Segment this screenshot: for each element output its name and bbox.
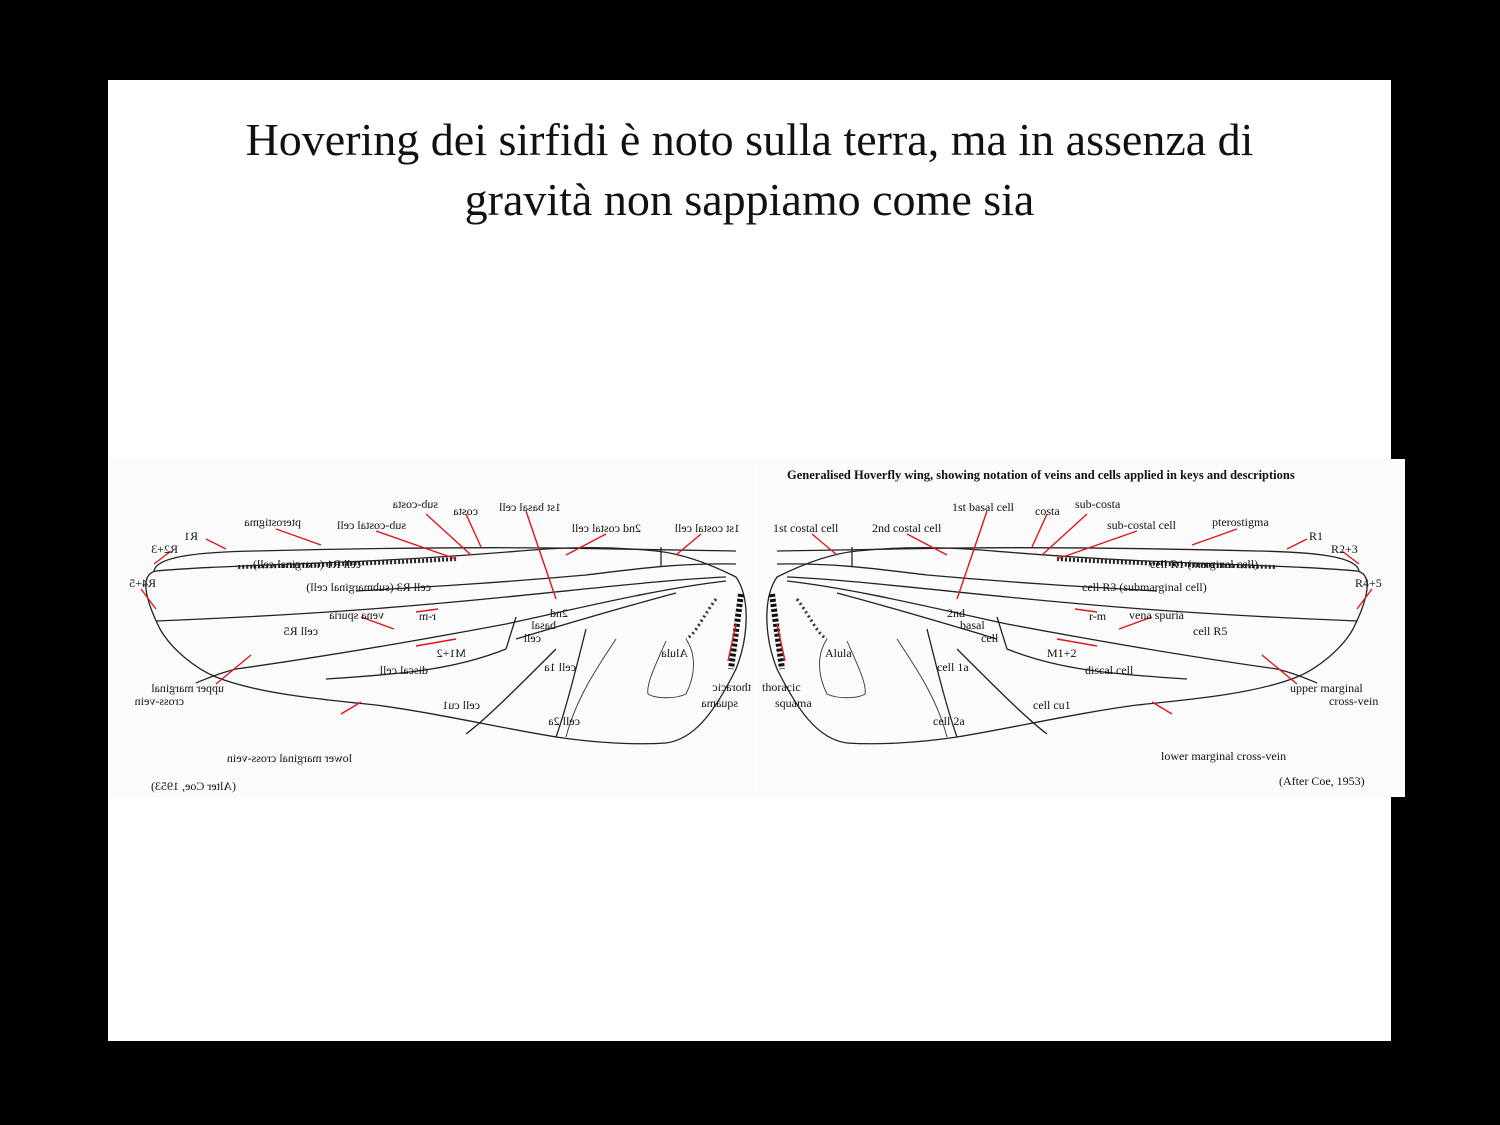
label-alula: Alula [825, 646, 852, 660]
label-credit-mirrored: (Alter Coe, 1953) [151, 779, 236, 793]
label-cell-2a: cell 2a [933, 714, 965, 728]
label-upper-marginal: upper marginal [1290, 681, 1363, 695]
label-cell-r3: cell R3 (submarginal cell) [306, 580, 431, 594]
label-discal-cell: discal cell [1085, 663, 1134, 677]
label-second: 2nd [550, 606, 568, 620]
label-basal: basal [531, 618, 556, 632]
label-cell-r1: cell R1 (marginal cell) [1150, 557, 1259, 571]
label-sub-costal-cell: sub-costal cell [1107, 518, 1176, 532]
figure-title: Generalised Hoverfly wing, showing notation of veins and cells applied in keys and descriptions [787, 468, 1295, 482]
label-second-costal-cell: 2nd costal cell [571, 521, 641, 535]
label-thoracic: thoracic [712, 680, 751, 694]
slide-title-line-1: Hovering dei sirfidi è noto sulla terra, ma in assenza di [245, 114, 1254, 165]
label-lower-marginal: lower marginal cross-vein [226, 751, 352, 765]
label-r-m: r-m [418, 609, 436, 623]
label-cell: cell [523, 631, 541, 645]
label-r1: R1 [1309, 529, 1324, 543]
wing-diagram-svg [757, 459, 1405, 797]
thoracic-squama-hatching [772, 594, 827, 669]
label-cell-cu1: cell cu1 [442, 698, 480, 712]
label-discal-cell: discal cell [379, 663, 428, 677]
label-r4-5: R4+5 [129, 576, 156, 590]
label-second-costal-cell: 2nd costal cell [872, 521, 942, 535]
label-vena-spuria: vena spuria [329, 608, 384, 622]
label-r2-3: R2+3 [1331, 542, 1358, 556]
label-cell-1a: cell 1a [544, 660, 576, 674]
label-first-costal-cell: 1st costal cell [674, 521, 740, 535]
label-squama: squama [701, 696, 738, 710]
label-second: 2nd [947, 606, 965, 620]
wing-diagram-mirrored [108, 459, 756, 797]
label-upper-marginal: upper marginal [151, 681, 224, 695]
leader-lines [141, 511, 736, 714]
labels [762, 497, 1382, 788]
label-sub-costa: sub-costa [392, 497, 438, 511]
label-thoracic: thoracic [762, 680, 801, 694]
thoracic-squama-hatching [686, 594, 741, 669]
label-vena-spuria: vena spuria [1129, 608, 1184, 622]
slide-title [108, 110, 1391, 230]
label-costa: costa [1035, 504, 1060, 518]
label-costa: costa [453, 504, 478, 518]
label-alula: Alula [661, 646, 688, 660]
label-r2-3: R2+3 [151, 542, 178, 556]
label-m1-2: M1+2 [436, 646, 466, 660]
wing-diagram-mirrored-svg [108, 459, 756, 797]
label-cell-r1: cell R1 (marginal cell) [252, 557, 361, 571]
label-cell-2a: cell 2a [548, 714, 580, 728]
mirrored-labels [129, 497, 751, 793]
label-credit: (After Coe, 1953) [1279, 774, 1365, 788]
leader-lines [777, 511, 1372, 714]
label-cross-vein: cross-vein [134, 694, 184, 708]
label-first-costal-cell: 1st costal cell [773, 521, 839, 535]
label-pterostigma: pterostigma [244, 515, 301, 529]
wing-diagram [757, 459, 1405, 797]
label-r1: R1 [183, 529, 198, 543]
label-cross-vein: cross-vein [1329, 694, 1379, 708]
label-m1-2: M1+2 [1047, 646, 1077, 660]
label-first-basal-cell: 1st basal cell [499, 500, 561, 514]
slide-title-line-2: gravità non sappiamo come sia [464, 174, 1035, 225]
label-cell: cell [981, 631, 999, 645]
label-squama: squama [775, 696, 812, 710]
label-sub-costa: sub-costa [1075, 497, 1121, 511]
label-pterostigma: pterostigma [1212, 515, 1269, 529]
label-cell-cu1: cell cu1 [1033, 698, 1071, 712]
label-basal: basal [960, 618, 985, 632]
label-lower-marginal: lower marginal cross-vein [1161, 749, 1287, 763]
label-r-m: r-m [1089, 609, 1107, 623]
label-cell-1a: cell 1a [937, 660, 969, 674]
label-r4-5: R4+5 [1355, 576, 1382, 590]
label-sub-costal-cell: sub-costal cell [337, 518, 406, 532]
label-cell-r5: cell R5 [283, 624, 318, 638]
label-cell-r3: cell R3 (submarginal cell) [1082, 580, 1207, 594]
label-cell-r5: cell R5 [1193, 624, 1228, 638]
label-first-basal-cell: 1st basal cell [952, 500, 1014, 514]
